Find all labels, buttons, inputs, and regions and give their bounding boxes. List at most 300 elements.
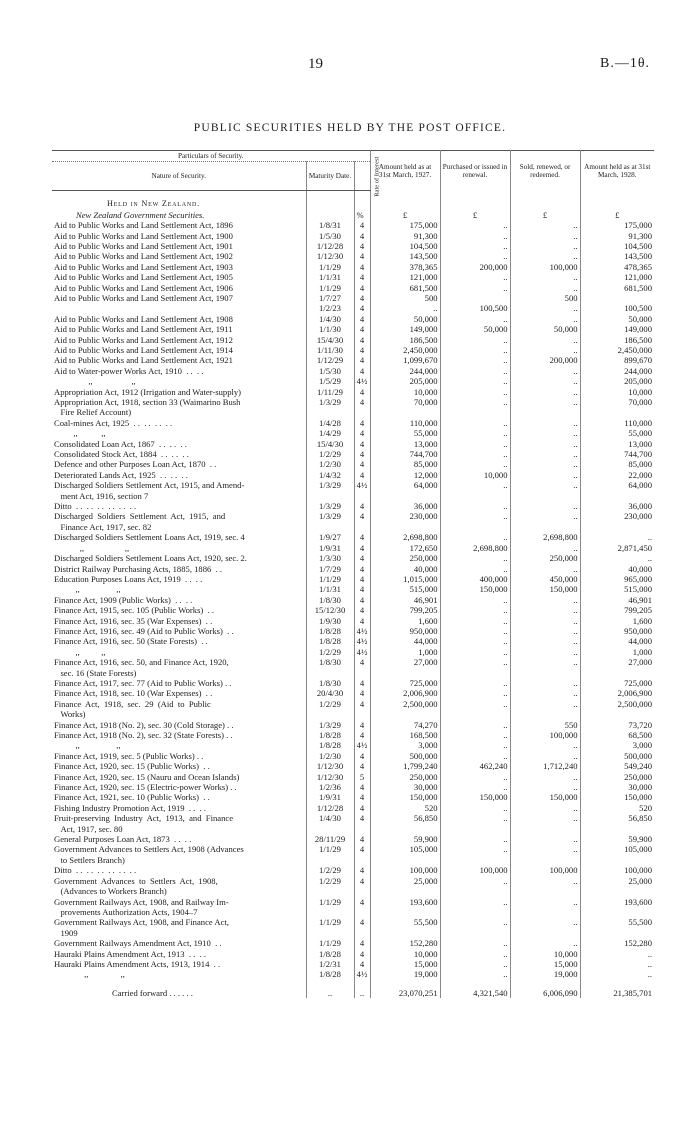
- interest-rate: 4½: [354, 647, 370, 657]
- amount-purchased: [440, 522, 510, 532]
- amount-sold: ..: [510, 376, 580, 386]
- amount-purchased: ..: [440, 251, 510, 261]
- amount-held-1927: 2,006,900: [370, 688, 440, 698]
- security-name: Act, 1917, sec. 80: [52, 824, 306, 834]
- maturity-date: 1/5/30: [306, 366, 354, 376]
- interest-rate: 4: [354, 938, 370, 948]
- table-row: [52, 418, 654, 428]
- table-row: [52, 428, 654, 438]
- maturity-date: 1/4/32: [306, 470, 354, 480]
- security-name: Education Purposes Loans Act, 1919 . . . .: [52, 574, 306, 584]
- amount-held-1927: 121,000: [370, 272, 440, 282]
- amount-held-1927: 799,205: [370, 605, 440, 615]
- security-name: Hauraki Plains Amendment Acts, 1913, 1914 . .: [52, 959, 306, 969]
- amount-sold: [510, 855, 580, 865]
- amount-held-1928: 121,000: [624, 272, 653, 283]
- maturity-date: 15/4/30: [306, 335, 354, 345]
- amount-sold: [510, 886, 580, 896]
- amount-held-1928: 244,000: [624, 365, 653, 376]
- interest-rate: 4: [354, 803, 370, 813]
- maturity-date: 1/2/29: [306, 876, 354, 886]
- amount-held-1928: 1,000: [632, 646, 653, 657]
- interest-rate: 4: [354, 543, 370, 553]
- table-row: [52, 938, 654, 948]
- carried-forward-sold: 6,006,090: [510, 980, 580, 998]
- amount-purchased: ..: [440, 449, 510, 459]
- security-name: ,, ,,: [52, 647, 306, 657]
- maturity-date: 1/9/30: [306, 616, 354, 626]
- amount-held-1927: 244,000: [370, 366, 440, 376]
- amount-purchased: ..: [440, 231, 510, 241]
- amount-sold: 550: [510, 720, 580, 730]
- amount-purchased: ..: [440, 782, 510, 792]
- maturity-date: 1/4/29: [306, 428, 354, 438]
- amount-held-1928: 27,000: [628, 657, 653, 668]
- amount-held-1928: 105,000: [624, 844, 653, 855]
- amount-held-1928: 2,500,000: [617, 698, 653, 709]
- security-name: Fire Relief Account): [52, 407, 306, 417]
- amount-held-1927: 172,650: [370, 543, 440, 553]
- amount-held-1927: 150,000: [370, 792, 440, 802]
- amount-held-1928: 22,000: [628, 469, 653, 480]
- maturity-date: 1/4/28: [306, 418, 354, 428]
- amount-purchased: 462,240: [440, 761, 510, 771]
- security-name: Hauraki Plains Amendment Act, 1913 . . . .: [52, 949, 306, 959]
- interest-rate: 4: [354, 834, 370, 844]
- amount-purchased: ..: [440, 366, 510, 376]
- security-name: (Advances to Workers Branch): [52, 886, 306, 896]
- amount-held-1928: [580, 928, 654, 938]
- amount-held-1928: 152,280: [624, 938, 653, 949]
- amount-sold: ..: [510, 782, 580, 792]
- interest-rate: 4: [354, 324, 370, 334]
- amount-purchased: ..: [440, 335, 510, 345]
- security-name: Aid to Public Works and Land Settlement Act, 1906: [52, 283, 306, 293]
- amount-sold: ..: [510, 283, 580, 293]
- maturity-date: 1/1/29: [306, 938, 354, 948]
- amount-purchased: ..: [440, 241, 510, 251]
- amount-purchased: ..: [440, 220, 510, 230]
- pound-symbol-sold: £: [510, 210, 580, 220]
- maturity-date: 1/11/30: [306, 345, 354, 355]
- amount-sold: ..: [510, 897, 580, 907]
- amount-held-1928: ..: [647, 532, 653, 543]
- carried-forward-label: Carried forward . . . . . .: [52, 980, 306, 998]
- maturity-date: 1/8/28: [306, 626, 354, 636]
- security-name: Finance Act, 1918 (No. 2), sec. 30 (Cold Storage) . .: [52, 720, 306, 730]
- amount-purchased: ..: [440, 772, 510, 782]
- carried-forward-held-1927: 23,070,251: [370, 980, 440, 998]
- amount-sold: ..: [510, 241, 580, 251]
- amount-held-1927: 30,000: [370, 782, 440, 792]
- held-1927-header: Amount held as at 31st March, 1927.: [370, 151, 440, 191]
- amount-held-1927: 149,000: [370, 324, 440, 334]
- amount-held-1927: 2,500,000: [370, 699, 440, 709]
- security-name: Finance Act, 1920, sec. 15 (Nauru and Ocean Islands): [52, 772, 306, 782]
- amount-purchased: ..: [440, 844, 510, 854]
- amount-held-1927: 55,500: [370, 917, 440, 927]
- security-name: Discharged Soldiers Settlement Loans Act, 1920, sec. 2.: [52, 553, 306, 563]
- amount-held-1928: 100,500: [624, 303, 653, 314]
- amount-sold: 1,712,240: [510, 761, 580, 771]
- amount-purchased: 100,000: [440, 865, 510, 875]
- table-row: [52, 511, 654, 521]
- amount-sold: ..: [510, 740, 580, 750]
- security-name: sec. 16 (State Forests): [52, 668, 306, 678]
- interest-rate: 4: [354, 865, 370, 875]
- amount-purchased: 200,000: [440, 262, 510, 272]
- amount-purchased: ..: [440, 511, 510, 521]
- amount-held-1927: 64,000: [370, 480, 440, 490]
- security-name: Aid to Water-power Works Act, 1910 . . . .: [52, 366, 306, 376]
- amount-held-1928: 150,000: [624, 792, 653, 803]
- interest-rate: [354, 855, 370, 865]
- table-row: [52, 678, 654, 688]
- table-row: [52, 730, 654, 740]
- carried-forward-row: [52, 980, 654, 998]
- interest-rate: 4: [354, 949, 370, 959]
- amount-sold: [510, 668, 580, 678]
- amount-held-1928: 85,000: [628, 459, 653, 470]
- maturity-date: 1/1/29: [306, 897, 354, 907]
- maturity-date: 20/4/30: [306, 688, 354, 698]
- amount-held-1928: 104,500: [624, 240, 653, 251]
- table-row: [52, 668, 654, 678]
- amount-held-1927: 100,000: [370, 865, 440, 875]
- amount-sold: ..: [510, 387, 580, 397]
- amount-sold: ..: [510, 772, 580, 782]
- amount-held-1928: 725,000: [624, 677, 653, 688]
- amount-purchased: ..: [440, 532, 510, 542]
- table-row: [52, 314, 654, 324]
- amount-sold: ..: [510, 605, 580, 615]
- amount-held-1927: [370, 407, 440, 417]
- amount-purchased: ..: [440, 949, 510, 959]
- interest-rate: [354, 668, 370, 678]
- amount-held-1927: 1,600: [370, 616, 440, 626]
- amount-held-1927: 250,000: [370, 553, 440, 563]
- amount-held-1928: 55,500: [628, 917, 653, 928]
- security-name: Aid to Public Works and Land Settlement Act, 1908: [52, 314, 306, 324]
- interest-rate: 4: [354, 272, 370, 282]
- amount-purchased: ..: [440, 636, 510, 646]
- amount-held-1927: [370, 928, 440, 938]
- amount-sold: 100,000: [510, 730, 580, 740]
- security-name: Finance Act, 1919, sec. 5 (Public Works) . .: [52, 751, 306, 761]
- interest-rate: 4: [354, 397, 370, 407]
- maturity-date: 1/5/29: [306, 376, 354, 386]
- amount-held-1928: 91,300: [628, 230, 653, 241]
- amount-held-1927: 55,000: [370, 428, 440, 438]
- maturity-date: 1/8/28: [306, 949, 354, 959]
- amount-purchased: ..: [440, 397, 510, 407]
- amount-purchased: [440, 824, 510, 834]
- maturity-date: 1/1/29: [306, 262, 354, 272]
- interest-rate: 4: [354, 418, 370, 428]
- table-row: [52, 387, 654, 397]
- security-name: General Purposes Loan Act, 1873 . . . .: [52, 834, 306, 844]
- amount-held-1928: [580, 522, 654, 532]
- interest-rate: 4: [354, 876, 370, 886]
- amount-purchased: ..: [440, 813, 510, 823]
- amount-purchased: [440, 293, 510, 303]
- table-row: [52, 335, 654, 345]
- table-row: [52, 699, 654, 709]
- amount-held-1928: 13,000: [628, 438, 653, 449]
- maturity-date: 1/4/30: [306, 813, 354, 823]
- rate-header: [354, 156, 380, 197]
- security-name: Aid to Public Works and Land Settlement Act, 1900: [52, 231, 306, 241]
- amount-sold: ..: [510, 844, 580, 854]
- amount-held-1927: 744,700: [370, 449, 440, 459]
- amount-sold: [510, 491, 580, 501]
- amount-sold: ..: [510, 938, 580, 948]
- table-row: [52, 355, 654, 365]
- amount-held-1927: 40,000: [370, 564, 440, 574]
- amount-held-1928: 478,365: [624, 261, 653, 272]
- amount-held-1927: 500,000: [370, 751, 440, 761]
- amount-held-1928: 744,700: [624, 449, 653, 460]
- interest-rate: 4: [354, 678, 370, 688]
- table-row: [52, 584, 654, 594]
- security-name: Aid to Public Works and Land Settlement Act, 1911: [52, 324, 306, 334]
- table-row: [52, 720, 654, 730]
- interest-rate: [354, 824, 370, 834]
- maturity-date: 1/2/29: [306, 449, 354, 459]
- amount-purchased: ..: [440, 355, 510, 365]
- amount-held-1927: 515,000: [370, 584, 440, 594]
- security-name: Consolidated Stock Act, 1884 . . . . . .: [52, 449, 306, 459]
- amount-held-1928: 100,000: [624, 865, 653, 876]
- amount-purchased: ..: [440, 387, 510, 397]
- table-row: [52, 553, 654, 563]
- table-row: [52, 949, 654, 959]
- maturity-date: 1/12/30: [306, 761, 354, 771]
- amount-sold: ..: [510, 626, 580, 636]
- maturity-date: 1/8/28: [306, 636, 354, 646]
- security-name: Ditto . . . . . . . . . . . .: [52, 501, 306, 511]
- maturity-header: Maturity Date.: [306, 162, 354, 191]
- table-row: [52, 792, 654, 802]
- maturity-date: 1/12/30: [306, 251, 354, 261]
- amount-held-1928: ..: [647, 958, 653, 969]
- amount-purchased: 100,500: [440, 303, 510, 313]
- interest-rate: 4: [354, 688, 370, 698]
- security-name: 1909: [52, 928, 306, 938]
- table-row: [52, 480, 654, 490]
- amount-held-1927: 85,000: [370, 459, 440, 469]
- pound-symbol-1928: £: [615, 209, 620, 220]
- amount-sold: [510, 907, 580, 917]
- security-name: Finance Act, 1915, sec. 105 (Public Works) . .: [52, 605, 306, 615]
- maturity-date: 1/3/30: [306, 553, 354, 563]
- maturity-date: [306, 855, 354, 865]
- maturity-date: [306, 522, 354, 532]
- maturity-date: 1/4/30: [306, 314, 354, 324]
- amount-held-1927: 250,000: [370, 772, 440, 782]
- carried-forward-purchased: 4,321,540: [440, 980, 510, 998]
- amount-sold: ..: [510, 251, 580, 261]
- maturity-date: 1/2/23: [306, 303, 354, 313]
- table-row: [52, 865, 654, 875]
- amount-purchased: ..: [440, 938, 510, 948]
- amount-purchased: ..: [440, 428, 510, 438]
- amount-sold: ..: [510, 647, 580, 657]
- amount-held-1928: 2,871,450: [617, 542, 653, 553]
- security-name: Discharged Soldiers Settlement Loans Act, 1919, sec. 4: [52, 532, 306, 542]
- amount-held-1927: 193,600: [370, 897, 440, 907]
- maturity-date: 1/2/31: [306, 959, 354, 969]
- interest-rate: 4: [354, 262, 370, 272]
- amount-held-1927: [370, 522, 440, 532]
- maturity-date: 1/8/30: [306, 595, 354, 605]
- security-name: Government Railways Act, 1908, and Railway Im-: [52, 897, 306, 907]
- security-name: Government Advances to Settlers Act, 1908,: [52, 876, 306, 886]
- interest-rate: 4: [354, 844, 370, 854]
- table-row: [52, 595, 654, 605]
- amount-purchased: ..: [440, 688, 510, 698]
- maturity-date: 1/2/30: [306, 459, 354, 469]
- amount-held-1928: 110,000: [624, 417, 653, 428]
- amount-held-1927: 1,099,670: [370, 355, 440, 365]
- security-name: Fishing Industry Promotion Act, 1919 . . . .: [52, 803, 306, 813]
- maturity-date: [306, 407, 354, 417]
- amount-held-1928: 799,205: [624, 605, 653, 616]
- amount-held-1928: 549,240: [624, 761, 653, 772]
- amount-held-1928: [580, 886, 654, 896]
- amount-purchased: ..: [440, 969, 510, 979]
- security-name: Discharged Soldiers Settlement Act, 1915, and: [52, 511, 306, 521]
- amount-held-1928: 2,006,900: [617, 688, 653, 699]
- amount-purchased: [440, 928, 510, 938]
- amount-held-1928: 149,000: [624, 324, 653, 335]
- table-row: [52, 761, 654, 771]
- amount-held-1928: 46,901: [628, 594, 653, 605]
- security-name: Consolidated Loan Act, 1867 . . . . . .: [52, 439, 306, 449]
- maturity-date: [306, 824, 354, 834]
- amount-held-1928: 70,000: [628, 397, 653, 407]
- interest-rate: 4: [354, 917, 370, 927]
- amount-held-1927: 70,000: [370, 397, 440, 407]
- amount-held-1927: 950,000: [370, 626, 440, 636]
- table-row: [52, 928, 654, 938]
- amount-held-1927: 27,000: [370, 657, 440, 667]
- table-row: [52, 449, 654, 459]
- amount-held-1928: 59,900: [628, 834, 653, 845]
- amount-held-1927: 74,270: [370, 720, 440, 730]
- amount-sold: ..: [510, 616, 580, 626]
- amount-purchased: ..: [440, 553, 510, 563]
- table-row: [52, 532, 654, 542]
- amount-held-1928: 175,000: [624, 220, 653, 231]
- amount-sold: ..: [510, 345, 580, 355]
- amount-sold: ..: [510, 418, 580, 428]
- amount-held-1927: 681,500: [370, 283, 440, 293]
- security-name: ,, ,,: [52, 543, 306, 553]
- security-name: Aid to Public Works and Land Settlement Act, 1907: [52, 293, 306, 303]
- amount-sold: ..: [510, 480, 580, 490]
- amount-held-1927: [370, 709, 440, 719]
- table-row: [52, 272, 654, 282]
- maturity-date: 1/1/31: [306, 584, 354, 594]
- section-subheading: New Zealand Government Securities.: [52, 210, 306, 220]
- amount-purchased: ..: [440, 699, 510, 709]
- amount-sold: 150,000: [510, 584, 580, 594]
- amount-sold: [510, 407, 580, 417]
- security-name: District Railway Purchasing Acts, 1885, 1886 . .: [52, 564, 306, 574]
- maturity-date: 1/2/30: [306, 751, 354, 761]
- security-name: Finance Act, 1916, sec. 35 (War Expenses) . .: [52, 616, 306, 626]
- amount-purchased: ..: [440, 740, 510, 750]
- interest-rate: 4½: [354, 376, 370, 386]
- amount-purchased: ..: [440, 564, 510, 574]
- interest-rate: 4: [354, 564, 370, 574]
- interest-rate: 4: [354, 584, 370, 594]
- amount-sold: ..: [510, 459, 580, 469]
- amount-sold: ..: [510, 501, 580, 511]
- amount-held-1927: 10,000: [370, 949, 440, 959]
- amount-purchased: ..: [440, 439, 510, 449]
- amount-held-1928: 230,000: [624, 511, 653, 522]
- security-name: Discharged Soldiers Settlement Act, 1915, and Amend-: [52, 480, 306, 490]
- amount-held-1928: 44,000: [628, 636, 653, 647]
- maturity-date: 1/7/29: [306, 564, 354, 574]
- security-name: ,, ,,: [52, 584, 306, 594]
- amount-held-1927: 36,000: [370, 501, 440, 511]
- table-row: [52, 407, 654, 417]
- security-name: ment Act, 1916, section 7: [52, 491, 306, 501]
- security-name: Finance Act, 1920, sec. 15 (Public Works) . .: [52, 761, 306, 771]
- amount-purchased: 150,000: [440, 584, 510, 594]
- carried-forward-rate: ..: [354, 980, 370, 998]
- rate-header-text: Rate of Interest: [372, 156, 380, 197]
- amount-held-1927: 105,000: [370, 844, 440, 854]
- maturity-date: 1/8/30: [306, 678, 354, 688]
- table-body: [52, 191, 654, 980]
- table-row: [52, 616, 654, 626]
- amount-purchased: 2,698,800: [440, 543, 510, 553]
- amount-purchased: ..: [440, 501, 510, 511]
- amount-held-1927: 3,000: [370, 740, 440, 750]
- security-name: Aid to Public Works and Land Settlement Act, 1902: [52, 251, 306, 261]
- amount-held-1928: 68,500: [628, 730, 653, 740]
- security-name: Aid to Public Works and Land Settlement Act, 1912: [52, 335, 306, 345]
- table-row: [52, 657, 654, 667]
- amount-sold: ..: [510, 636, 580, 646]
- table-row: [52, 751, 654, 761]
- amount-held-1928: ..: [647, 969, 653, 980]
- amount-sold: 15,000: [510, 959, 580, 969]
- table-row: [52, 283, 654, 293]
- amount-purchased: ..: [440, 834, 510, 844]
- interest-rate: 4: [354, 501, 370, 511]
- interest-rate: 4: [354, 231, 370, 241]
- maturity-date: 1/1/29: [306, 844, 354, 854]
- amount-held-1928: 515,000: [624, 584, 653, 595]
- amount-held-1927: 12,000: [370, 470, 440, 480]
- amount-sold: [510, 522, 580, 532]
- interest-rate: [354, 907, 370, 917]
- security-name: Finance Act, 1917, sec. 77 (Aid to Public Works) . .: [52, 678, 306, 688]
- amount-purchased: 10,000: [440, 470, 510, 480]
- security-name: Government Railways Amendment Act, 1910 . .: [52, 938, 306, 948]
- amount-sold: ..: [510, 917, 580, 927]
- amount-held-1928: [580, 407, 654, 417]
- interest-rate: 4½: [354, 480, 370, 490]
- amount-purchased: [440, 886, 510, 896]
- security-name: ,, ,,: [52, 376, 306, 386]
- amount-held-1928: 186,500: [624, 334, 653, 345]
